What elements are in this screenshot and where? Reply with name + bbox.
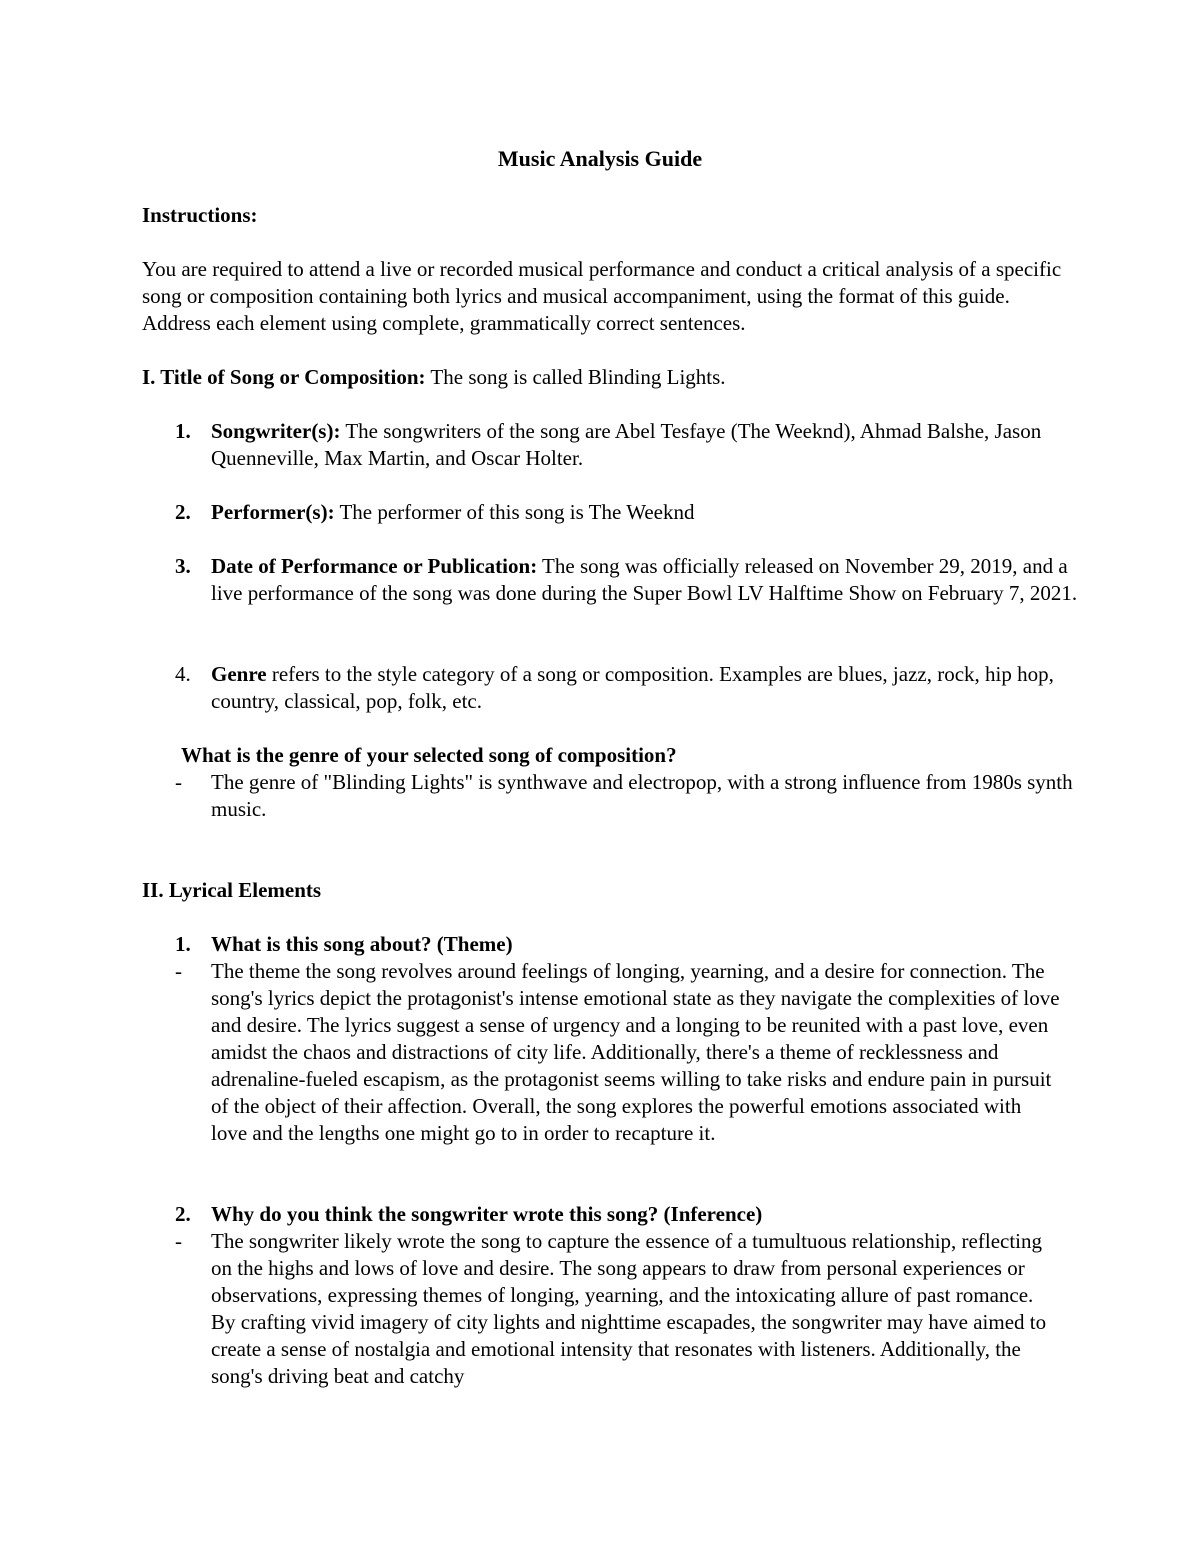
- answer-marker: -: [175, 770, 182, 794]
- item-text: refers to the style category of a song or composition. Examples are blues, jazz, rock, hip hop, country, classical, pop, folk, etc.: [211, 662, 1054, 713]
- section1-title-line: [142, 364, 1072, 391]
- performers-item: [211, 499, 1081, 526]
- item-label: Performer(s):: [211, 500, 335, 524]
- songwriters-item: [211, 418, 1081, 472]
- answer-marker: -: [175, 959, 182, 983]
- item-label: Songwriter(s):: [211, 419, 341, 443]
- genre-answer: The genre of "Blinding Lights" is synthwave and electropop, with a strong influence from 1980s synth music.: [211, 770, 1073, 821]
- genre-item: [211, 661, 1081, 715]
- genre-question: What is the genre of your selected song of composition?: [181, 743, 677, 767]
- section1-heading: I. Title of Song or Composition:: [142, 365, 426, 389]
- instructions-heading: Instructions:: [142, 203, 258, 227]
- item-number: 1.: [175, 932, 191, 956]
- item-number: 2.: [175, 500, 191, 524]
- date-item: [211, 553, 1081, 607]
- inference-answer: The songwriter likely wrote the song to capture the essence of a tumultuous relationship, reflecting on the highs and lows of love and desire. The song appears to draw from personal experiences or observations, expressing themes of longing, yearning, and the intoxicating allure of past romance. By crafting vivid imagery of city lights and nighttime escapades, the songwriter may have aimed to create a sense of nostalgia and emotional intensity that resonates with listeners. Additionally, the song's driving beat and catchy: [211, 1229, 1047, 1388]
- item-text: The song was officially released on November 29, 2019, and a live performance of the song was done during the Super Bowl LV Halftime Show on February 7, 2021.: [211, 554, 1078, 605]
- section1-answer: The song is called Blinding Lights.: [425, 365, 726, 389]
- theme-answer: The theme the song revolves around feelings of longing, yearning, and a desire for connection. The song's lyrics depict the protagonist's intense emotional state as they navigate the complexities of love and desire. The lyrics suggest a sense of urgency and a longing to be reunited with a past love, even amidst the chaos and distractions of city life. Additionally, there's a theme of recklessness and adrenaline-fueled escapism, as the protagonist seems willing to take risks and endure pain in pursuit of the object of their affection. Overall, the song explores the powerful emotions associated with love and the lengths one might go to in order to recapture it.: [211, 959, 1060, 1145]
- document-title: Music Analysis Guide: [497, 146, 703, 171]
- item-text: The performer of this song is The Weeknd: [334, 500, 695, 524]
- item-number: 4.: [175, 662, 191, 686]
- item-label: Genre: [211, 662, 267, 686]
- theme-question: What is this song about? (Theme): [211, 932, 513, 956]
- item-number: 1.: [175, 419, 191, 443]
- answer-marker: -: [175, 1229, 182, 1253]
- item-text: The songwriters of the song are Abel Tesfaye (The Weeknd), Ahmad Balshe, Jason Quenneville, Max Martin, and Oscar Holter.: [211, 419, 1042, 470]
- instructions-text: You are required to attend a live or recorded musical performance and conduct a critical analysis of a specific song or composition containing both lyrics and musical accompaniment, using the format of this guide. Address each element using complete, grammatically correct sentences.: [142, 257, 1062, 335]
- item-number: 3.: [175, 554, 191, 578]
- item-number: 2.: [175, 1202, 191, 1226]
- inference-question: Why do you think the songwriter wrote this song? (Inference): [211, 1202, 763, 1226]
- section2-heading: II. Lyrical Elements: [142, 878, 322, 902]
- item-label: Date of Performance or Publication:: [211, 554, 538, 578]
